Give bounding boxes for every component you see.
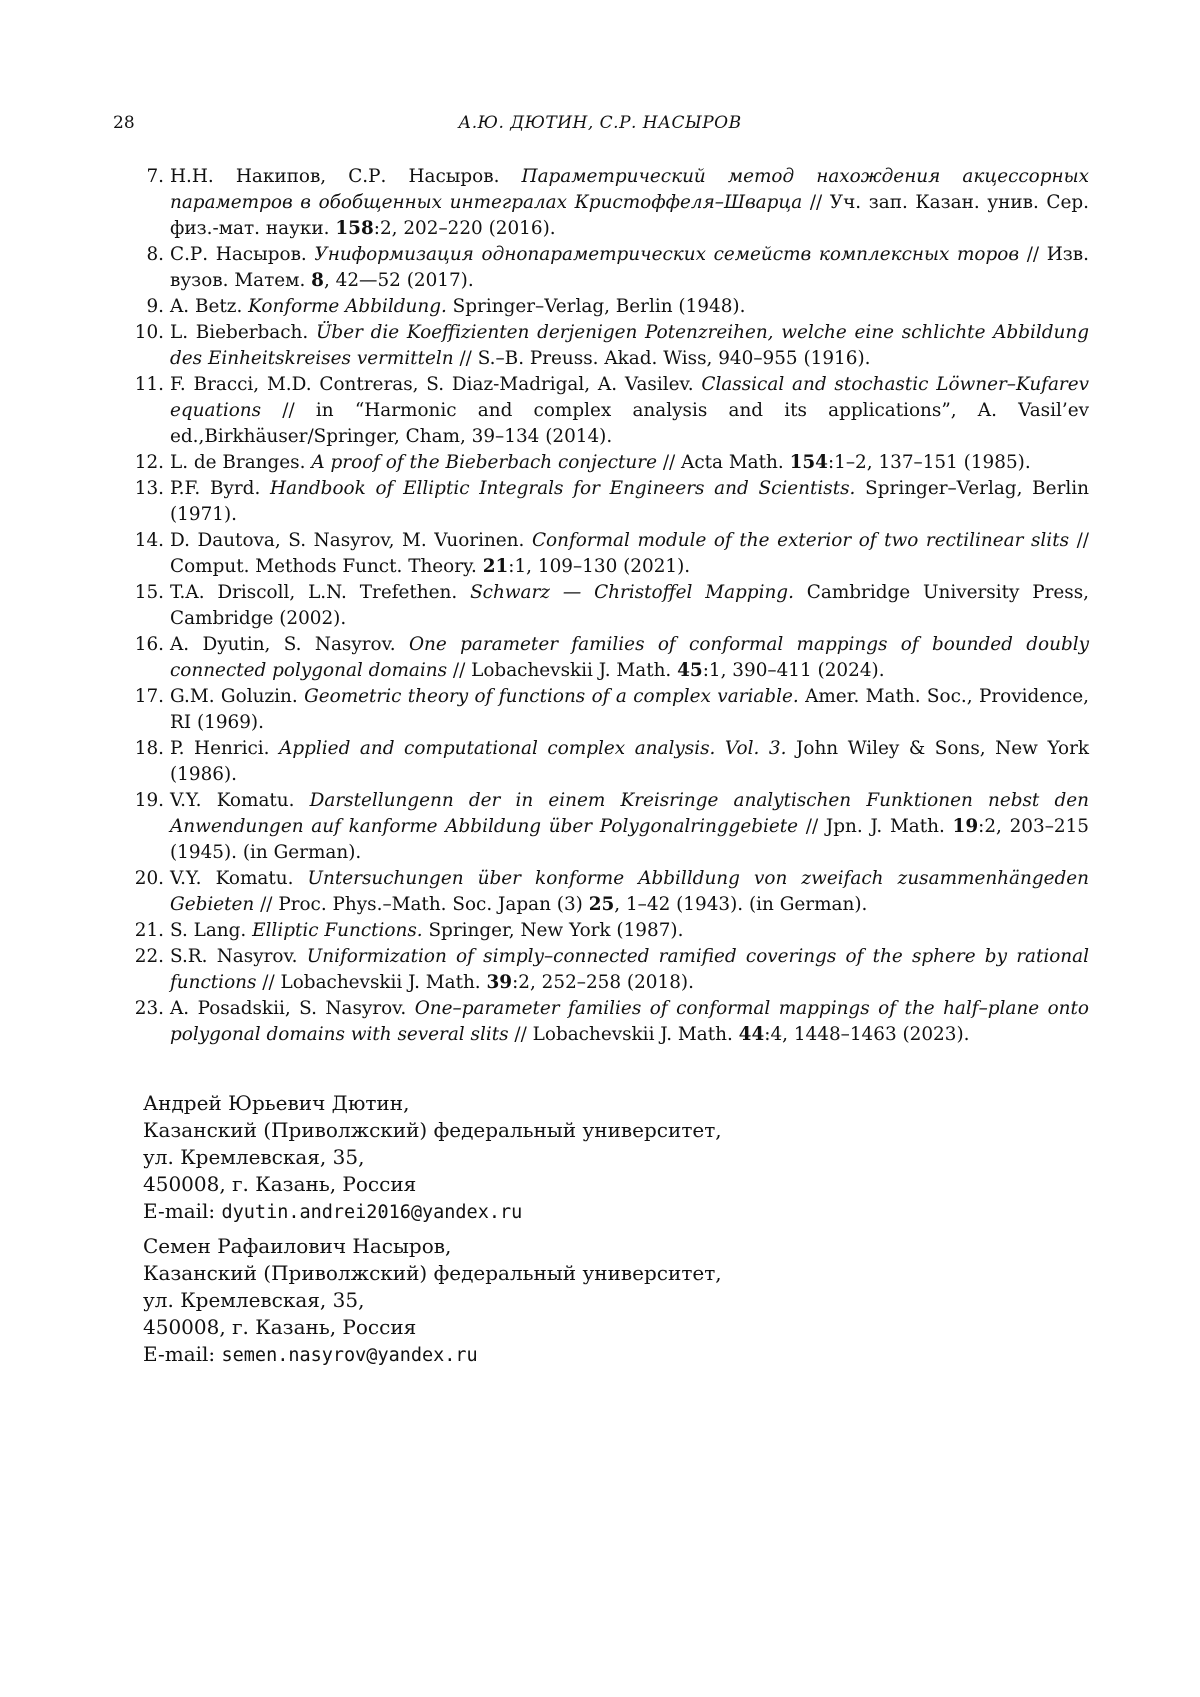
email-address[interactable]: semen.nasyrov@yandex.ru <box>221 1345 478 1366</box>
author-address-block <box>143 1233 903 1369</box>
reference-text <box>170 296 745 317</box>
reference-segment: // Lobachevskii J. Math. <box>508 1024 739 1045</box>
reference-number: 10. <box>134 322 164 343</box>
author-affiliation: Казанский (Приволжский) федеральный университет, <box>143 1118 722 1142</box>
reference-segment: A. Posadskii, S. Nasyrov. <box>170 998 415 1019</box>
reference-text <box>170 920 683 941</box>
reference-segment: :2, 252–258 (2018). <box>512 972 694 993</box>
reference-item <box>128 736 1089 788</box>
reference-segment: Springer–Verlag, Berlin (1971). <box>170 478 1089 525</box>
reference-segment: // Jpn. J. Math. <box>798 816 953 837</box>
author-email-line <box>143 1341 903 1369</box>
reference-volume: 154 <box>789 452 828 473</box>
reference-number: 14. <box>134 530 164 551</box>
reference-item <box>128 996 1089 1048</box>
email-label: E-mail: <box>143 1199 222 1223</box>
reference-segment: // in “Harmonic and complex analysis and its applications”, A. Vasil’ev ed.,Birkhäuser/Springer, Cham, 39–134 (2014). <box>170 400 1089 447</box>
reference-segment: :1–2, 137–151 (1985). <box>827 452 1031 473</box>
reference-item <box>128 528 1089 580</box>
reference-item <box>128 788 1089 866</box>
reference-number: 8. <box>146 244 164 265</box>
reference-volume: 45 <box>677 660 703 681</box>
author-city: 450008, г. Казань, Россия <box>143 1172 417 1196</box>
reference-segment: T.A. Driscoll, L.N. Trefethen. <box>170 582 471 603</box>
reference-segment: S. Lang. <box>170 920 253 941</box>
author-street: ул. Кремлевская, 35, <box>143 1145 365 1169</box>
author-name: Андрей Юрьевич Дютин, <box>143 1091 410 1115</box>
reference-item <box>128 918 1089 944</box>
reference-number: 15. <box>134 582 164 603</box>
reference-item <box>128 450 1089 476</box>
reference-segment: L. Bieberbach. <box>170 322 316 343</box>
email-label: E-mail: <box>143 1342 222 1366</box>
reference-segment: // Уч. зап. Казан. унив. Сер. физ.-мат. науки. <box>170 192 1089 239</box>
reference-segment: // Acta Math. <box>656 452 790 473</box>
page-number: 28 <box>113 113 135 133</box>
reference-segment: Springer, New York (1987). <box>422 920 684 941</box>
reference-text <box>170 478 1089 525</box>
reference-segment: :2, 203–215 (1945). (in German). <box>170 816 1089 863</box>
reference-item <box>128 320 1089 372</box>
reference-number: 22. <box>134 946 164 967</box>
reference-segment: // Изв. вузов. Матем. <box>170 244 1089 291</box>
reference-text <box>170 244 1089 291</box>
reference-item <box>128 294 1089 320</box>
author-addresses <box>143 1090 903 1376</box>
reference-segment: // Lobachevskii J. Math. <box>447 660 678 681</box>
reference-segment: :1, 109–130 (2021). <box>508 556 691 577</box>
reference-segment: // S.–B. Preuss. Akad. Wiss, 940–955 (1916). <box>453 348 871 369</box>
reference-text <box>170 166 1089 239</box>
reference-segment: Н.Н. Накипов, С.Р. Насыров. <box>170 166 522 187</box>
reference-item <box>128 632 1089 684</box>
reference-title: Applied and computational complex analysis. Vol. 3. <box>279 738 787 759</box>
running-title: А.Ю. ДЮТИН, С.Р. НАСЫРОВ <box>458 113 742 133</box>
reference-segment: A. Betz. <box>170 296 249 317</box>
reference-title: One parameter families of conformal mappings of bounded doubly connected polygonal domains <box>170 634 1089 681</box>
reference-number: 17. <box>134 686 164 707</box>
reference-number: 7. <box>146 166 164 187</box>
running-head <box>113 111 1087 135</box>
reference-segment: D. Dautova, S. Nasyrov, M. Vuorinen. <box>170 530 532 551</box>
reference-text <box>170 452 1031 473</box>
author-email-line <box>143 1198 903 1226</box>
reference-segment: , 42—52 (2017). <box>323 270 474 291</box>
reference-segment: :2, 202–220 (2016). <box>373 218 556 239</box>
reference-title: A proof of the Bieberbach conjecture <box>311 452 657 473</box>
reference-number: 9. <box>146 296 164 317</box>
reference-volume: 39 <box>486 972 513 993</box>
reference-number: 18. <box>134 738 164 759</box>
reference-volume: 25 <box>588 894 615 915</box>
reference-item <box>128 242 1089 294</box>
reference-item <box>128 580 1089 632</box>
reference-volume: 21 <box>482 556 509 577</box>
reference-text <box>170 868 1089 915</box>
author-street: ул. Кремлевская, 35, <box>143 1288 365 1312</box>
author-city: 450008, г. Казань, Россия <box>143 1315 417 1339</box>
reference-list <box>128 164 1089 1048</box>
reference-segment: // Proc. Phys.–Math. Soc. Japan (3) <box>254 894 589 915</box>
reference-title: Uniformization of simply–connected ramified coverings of the sphere by rational functions <box>170 946 1089 993</box>
reference-segment: С.Р. Насыров. <box>170 244 315 265</box>
reference-segment: F. Bracci, M.D. Contreras, S. Diaz-Madrigal, A. Vasilev. <box>170 374 702 395</box>
reference-text <box>170 634 1089 681</box>
reference-item <box>128 944 1089 996</box>
reference-volume: 44 <box>738 1024 765 1045</box>
reference-segment: V.Y. Komatu. <box>170 868 308 889</box>
reference-item <box>128 866 1089 918</box>
reference-segment: :4, 1448–1463 (2023). <box>764 1024 970 1045</box>
reference-item <box>128 372 1089 450</box>
reference-segment: Springer–Verlag, Berlin (1948). <box>446 296 746 317</box>
reference-text <box>170 530 1089 577</box>
email-address[interactable]: dyutin.andrei2016@yandex.ru <box>221 1202 523 1223</box>
reference-segment: G.M. Goluzin. <box>170 686 305 707</box>
reference-number: 19. <box>134 790 164 811</box>
reference-number: 13. <box>134 478 164 499</box>
reference-number: 20. <box>134 868 164 889</box>
reference-text <box>170 946 1089 993</box>
reference-text <box>170 374 1089 447</box>
reference-segment: John Wiley & Sons, New York (1986). <box>170 738 1090 785</box>
reference-number: 12. <box>134 452 164 473</box>
reference-volume: 158 <box>335 218 374 239</box>
reference-segment: P.F. Byrd. <box>170 478 271 499</box>
reference-segment: :1, 390–411 (2024). <box>702 660 885 681</box>
reference-number: 23. <box>134 998 164 1019</box>
reference-segment: A. Dyutin, S. Nasyrov. <box>170 634 409 655</box>
reference-title: Konforme Abbildung. <box>248 296 447 317</box>
reference-text <box>170 998 1089 1045</box>
reference-title: Параметрический метод нахождения акцессорных параметров в обобщенных интегралах Кристоффеля–Шварца <box>170 166 1089 213</box>
reference-title: Униформизация однопараметрических семейств комплексных торов <box>314 244 1020 265</box>
reference-title: Über die Koeffizienten derjenigen Potenzreihen, welche eine schlichte Abbildung des Einheitskreises vermitteln <box>170 322 1089 369</box>
author-address-block <box>143 1090 903 1226</box>
reference-volume: 19 <box>952 816 979 837</box>
reference-number: 11. <box>134 374 164 395</box>
reference-segment: // Lobachevskii J. Math. <box>256 972 487 993</box>
reference-text <box>170 582 1089 629</box>
author-affiliation: Казанский (Приволжский) федеральный университет, <box>143 1261 722 1285</box>
reference-segment: P. Henrici. <box>170 738 280 759</box>
reference-text <box>170 738 1089 785</box>
reference-text <box>170 790 1089 863</box>
reference-title: One–parameter families of conformal mappings of the half–plane onto polygonal domains with several slits <box>170 998 1089 1045</box>
reference-item <box>128 684 1089 736</box>
reference-title: Geometric theory of functions of a complex variable. <box>304 686 799 707</box>
reference-title: Classical and stochastic Löwner–Kufarev equations <box>170 374 1089 421</box>
reference-title: Elliptic Functions. <box>252 920 423 941</box>
reference-title: Schwarz — Christoffel Mapping. <box>470 582 794 603</box>
reference-segment: Cambridge University Press, Cambridge (2002). <box>170 582 1090 629</box>
reference-title: Darstellungenn der in einem Kreisringe analytischen Funktionen nebst den Anwendungen auf kanforme Abbildung über Polygonalringgebiete <box>170 790 1089 837</box>
reference-number: 21. <box>134 920 164 941</box>
reference-segment: L. de Branges. <box>170 452 312 473</box>
reference-number: 16. <box>134 634 164 655</box>
reference-title: Untersuchungen über konforme Abbilldung von zweifach zusammenhängeden Gebieten <box>170 868 1089 915</box>
reference-title: Conformal module of the exterior of two rectilinear slits <box>531 530 1070 551</box>
reference-segment: , 1–42 (1943). (in German). <box>614 894 868 915</box>
reference-volume: 8 <box>311 270 324 291</box>
reference-text <box>170 322 1089 369</box>
reference-title: Handbook of Elliptic Integrals for Engineers and Scientists. <box>270 478 856 499</box>
reference-segment: Amer. Math. Soc., Providence, RI (1969). <box>170 686 1090 733</box>
reference-segment: S.R. Nasyrov. <box>170 946 307 967</box>
reference-text <box>170 686 1089 733</box>
author-name: Семен Рафаилович Насыров, <box>143 1234 452 1258</box>
reference-item <box>128 164 1089 242</box>
reference-segment: V.Y. Komatu. <box>170 790 310 811</box>
reference-item <box>128 476 1089 528</box>
reference-segment: // Comput. Methods Funct. Theory. <box>170 530 1089 577</box>
